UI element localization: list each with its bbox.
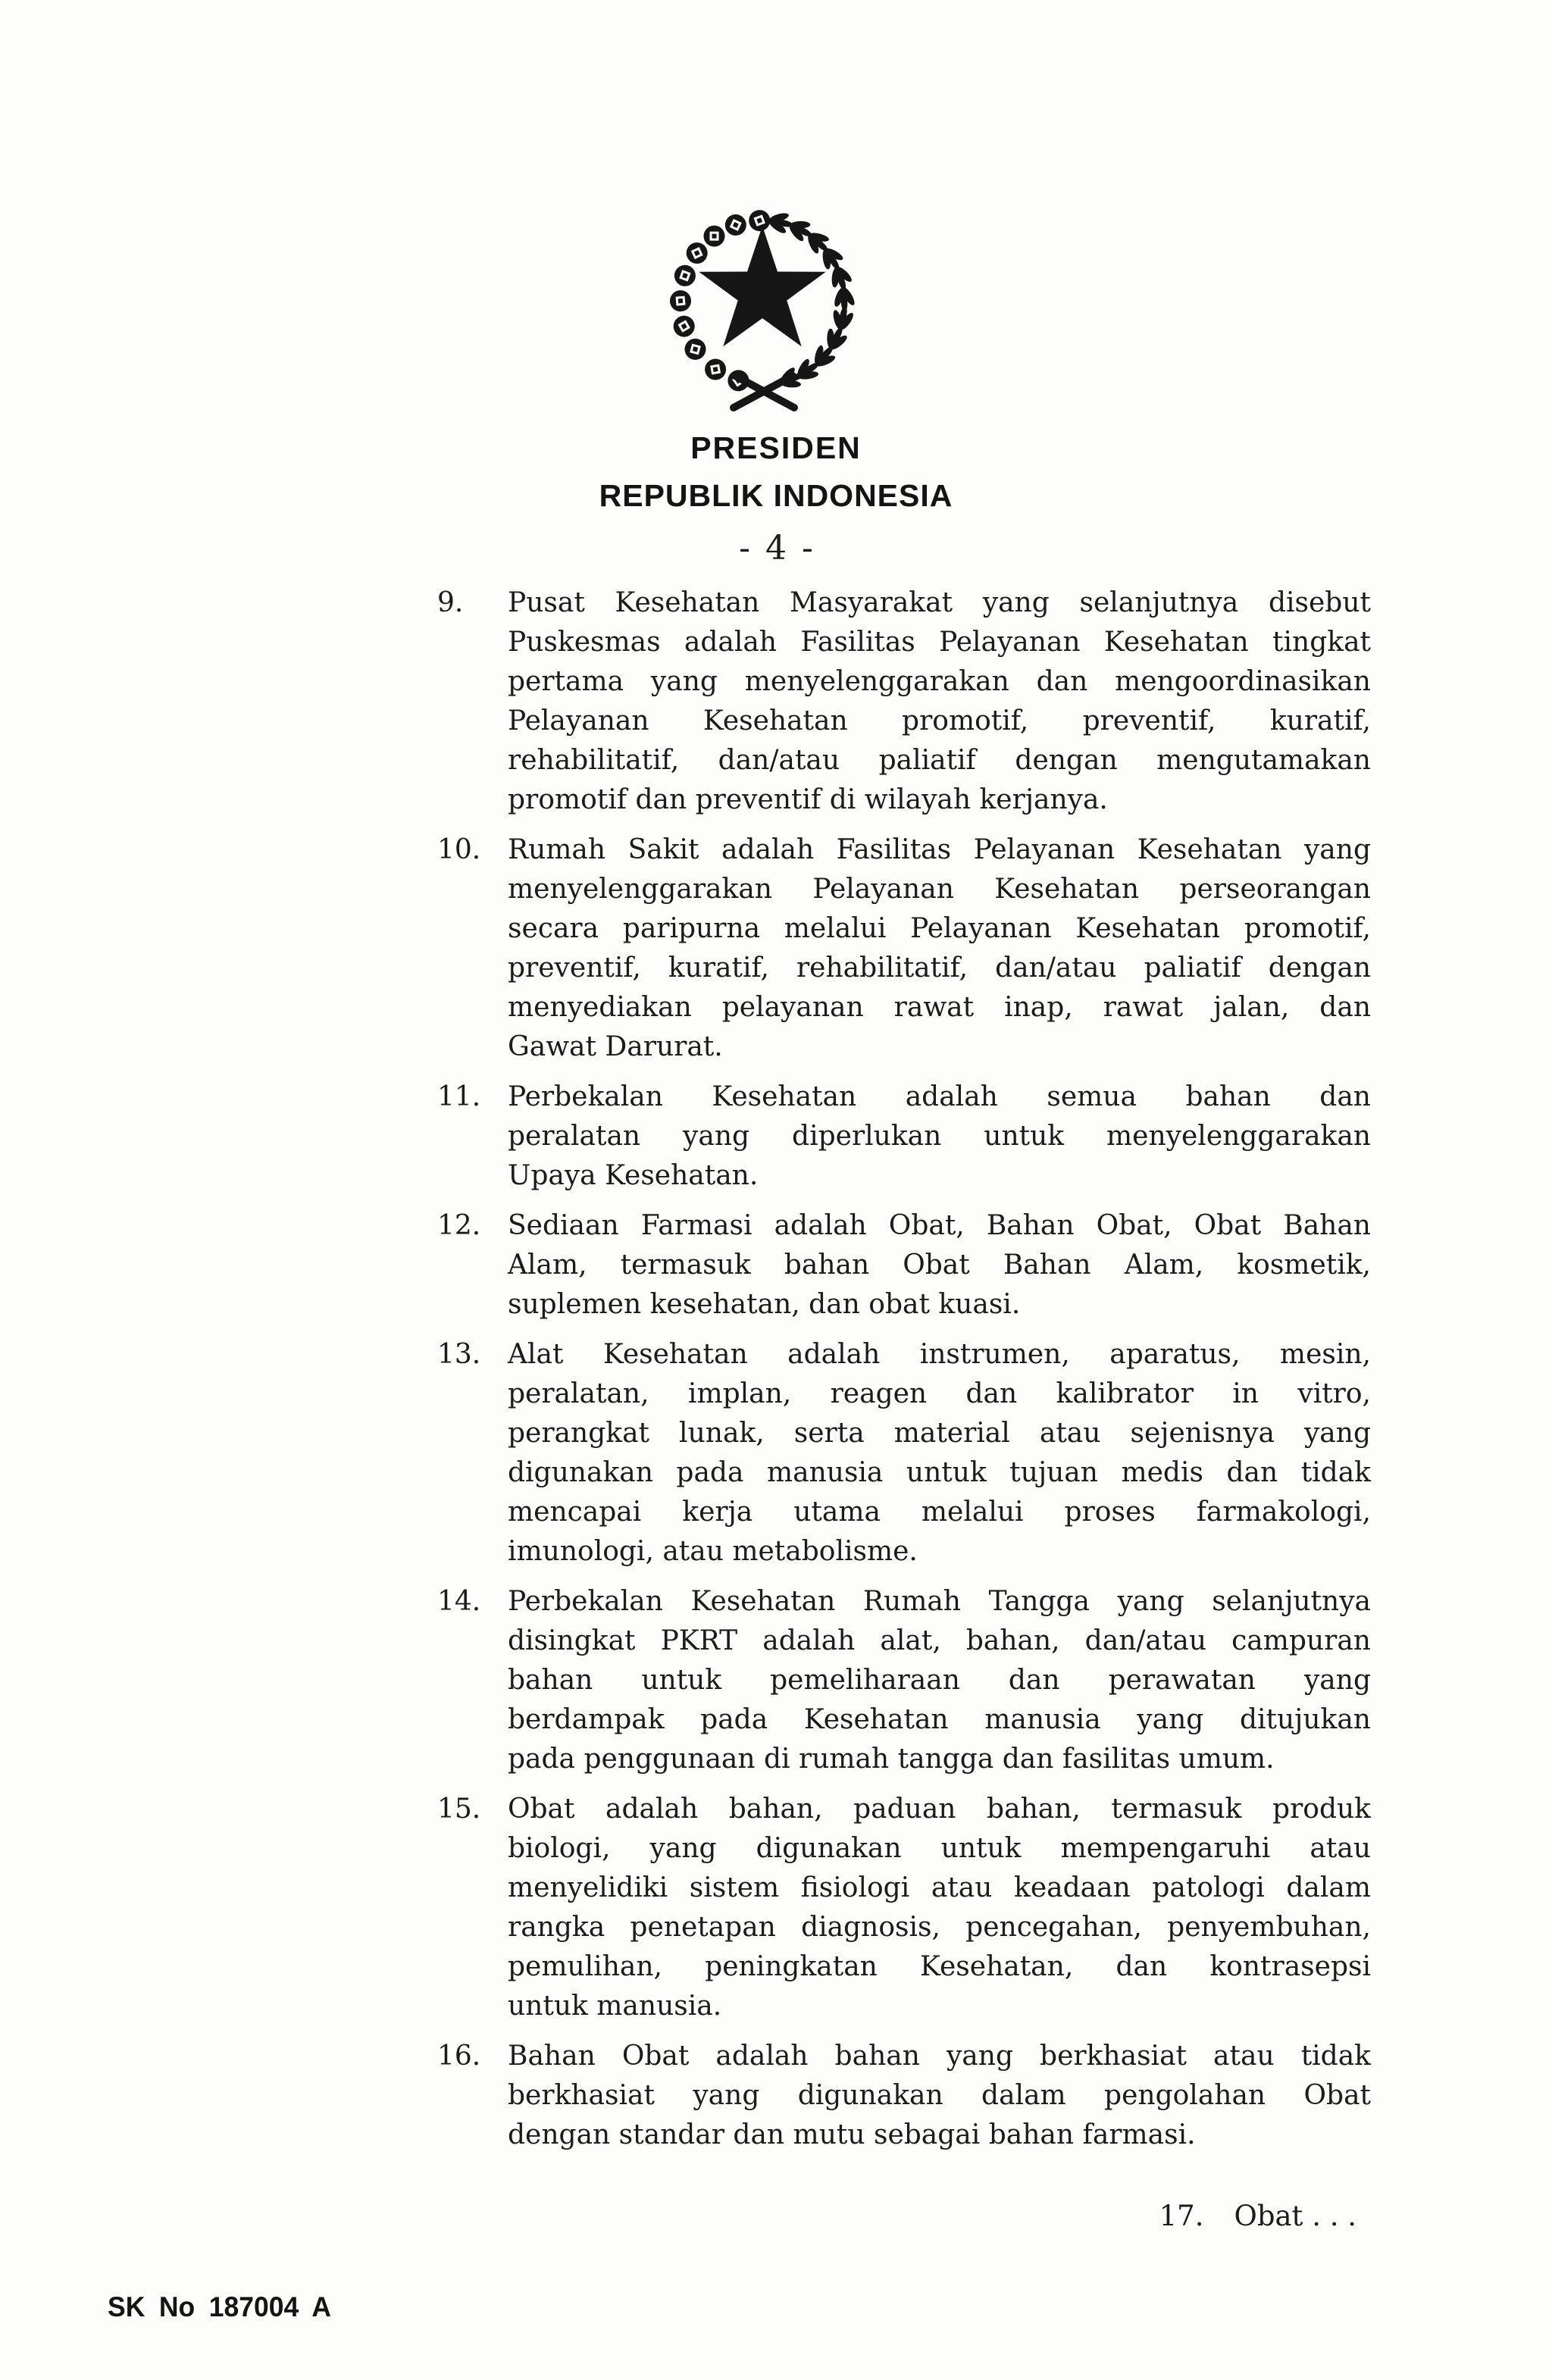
item-number: 9.: [437, 587, 464, 618]
list-item: [437, 1206, 1371, 1324]
list-item: [437, 1335, 1371, 1572]
item-number: 16.: [437, 2041, 481, 2072]
list-item: [437, 1582, 1371, 1779]
item-text: Perbekalan Kesehatan adalah semua bahan dan peralatan yang diperlukan untuk menyelenggarakan Upaya Kesehatan.: [508, 1081, 1371, 1191]
document-code: SK No 187004 A: [108, 2291, 332, 2322]
item-number: 15.: [437, 1794, 481, 1825]
numbered-definition-list: [437, 583, 1371, 2166]
star-wreath-seal-graphic: [656, 177, 868, 432]
list-item: [437, 1790, 1371, 2026]
page-number: - 4 -: [739, 529, 813, 568]
item-text: Obat adalah bahan, paduan bahan, termasuk produk biologi, yang digunakan untuk mempengaruhi atau menyelidiki sistem fisiologi atau keadaan patologi dalam rangka penetapan diagnosis, pencegahan, penyembuhan, pemulihan, peningkatan Kesehatan, dan kontrasepsi untuk manusia.: [508, 1794, 1371, 2022]
presidential-seal-icon: [656, 177, 868, 432]
item-number: 13.: [437, 1339, 481, 1370]
item-number: 11.: [437, 1081, 481, 1112]
item-text: Sediaan Farmasi adalah Obat, Bahan Obat, Obat Bahan Alam, termasuk bahan Obat Bahan Alam, kosmetik, suplemen kesehatan, dan obat kuasi.: [508, 1210, 1371, 1320]
catchword: [1159, 2200, 1356, 2232]
item-text: Rumah Sakit adalah Fasilitas Pelayanan Kesehatan yang menyelenggarakan Pelayanan Kesehatan perseorangan secara paripurna melalui Pelayanan Kesehatan promotif, preventif, kuratif, rehabilitatif, dan/atau paliatif dengan menyediakan pelayanan rawat inap, rawat jalan, dan Gawat Darurat.: [508, 834, 1371, 1062]
item-number: 14.: [437, 1586, 481, 1617]
list-item: [437, 830, 1371, 1067]
item-number: 10.: [437, 834, 481, 865]
item-text: Bahan Obat adalah bahan yang berkhasiat atau tidak berkhasiat yang digunakan dalam pengolahan Obat dengan standar dan mutu sebagai bahan farmasi.: [508, 2041, 1371, 2150]
item-text: Pusat Kesehatan Masyarakat yang selanjutnya disebut Puskesmas adalah Fasilitas Pelayanan Kesehatan tingkat pertama yang menyelenggarakan dan mengoordinasikan Pelayanan Kesehatan promotif, preventif, kuratif, rehabilitatif, dan/atau paliatif dengan mengutamakan promotif dan preventif di wilayah kerjanya.: [508, 587, 1371, 815]
catchword-number: 17.: [1159, 2200, 1204, 2232]
item-text: Alat Kesehatan adalah instrumen, aparatus, mesin, peralatan, implan, reagen dan kalibrator in vitro, perangkat lunak, serta material atau sejenisnya yang digunakan pada manusia untuk tujuan medis dan tidak mencapai kerja utama melalui proses farmakologi, imunologi, atau metabolisme.: [508, 1339, 1371, 1567]
catchword-text: Obat . . .: [1234, 2200, 1356, 2232]
list-item: [437, 1077, 1371, 1196]
item-text: Perbekalan Kesehatan Rumah Tangga yang selanjutnya disingkat PKRT adalah alat, bahan, dan/atau campuran bahan untuk pemeliharaan dan perawatan yang berdampak pada Kesehatan manusia yang ditujukan pada penggunaan di rumah tangga dan fasilitas umum.: [508, 1586, 1371, 1775]
list-item: [437, 2037, 1371, 2155]
letterhead-republik-indonesia: REPUBLIK INDONESIA: [599, 478, 953, 513]
item-number: 12.: [437, 1210, 481, 1241]
letterhead-presiden: PRESIDEN: [690, 430, 862, 465]
list-item: [437, 583, 1371, 820]
